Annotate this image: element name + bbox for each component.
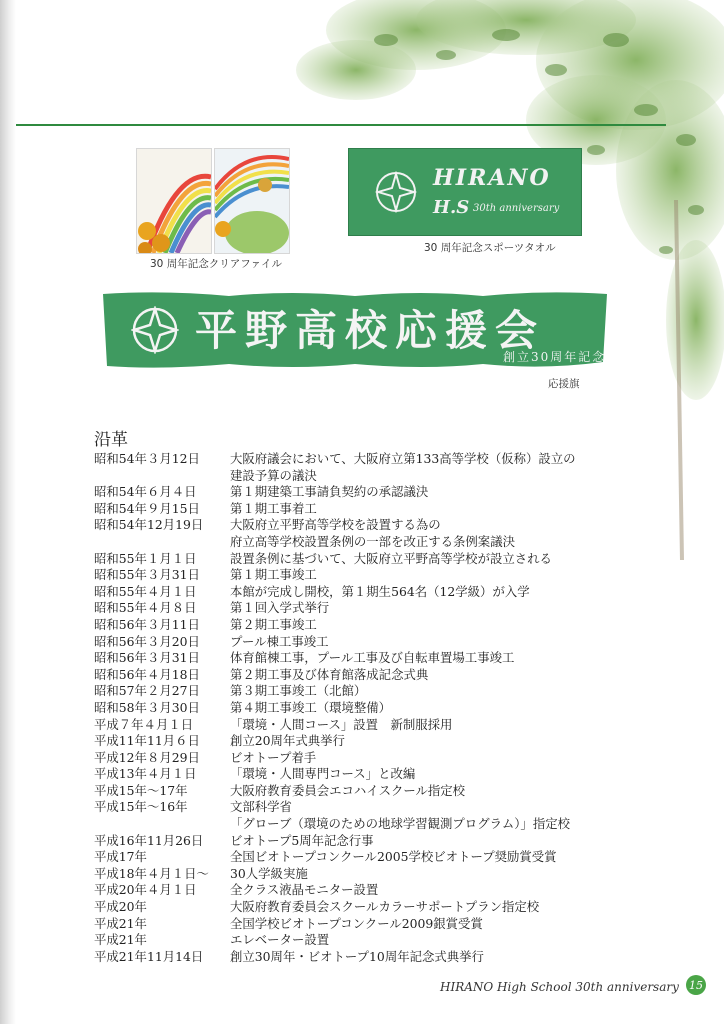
history-event: 第１期工事着工 [230, 500, 317, 516]
history-event: 本館が完成し開校，第１期生564名（12学級）が入学 [230, 583, 530, 599]
clear-file-panel-right [214, 148, 290, 254]
history-row [94, 534, 654, 551]
history-date: 昭和55年３月31日 [94, 567, 200, 583]
history-event: 第３期工事竣工（北館） [230, 683, 367, 699]
sports-towel-caption: 30 周年記念スポーツタオル [424, 242, 556, 254]
book-spine-shadow [0, 0, 16, 1024]
history-event: ビオトープ5周年記念行事 [230, 832, 374, 848]
history-date: 昭和55年１月１日 [94, 550, 197, 566]
towel-hs-text: H.S [433, 197, 470, 218]
history-date: 平成12年８月29日 [94, 749, 200, 765]
banner-emblem-icon [131, 306, 179, 354]
history-event: 府立高等学校設置条例の一部を改正する条例案議決 [230, 533, 515, 549]
history-row [94, 717, 654, 734]
clear-file-photo [136, 148, 288, 252]
history-event: エレベーター設置 [230, 932, 330, 948]
history-date: 昭和56年４月18日 [94, 666, 200, 682]
history-date: 平成11年11月６日 [94, 733, 200, 749]
history-date: 昭和54年12月19日 [94, 517, 204, 533]
history-date: 昭和54年６月４日 [94, 484, 197, 500]
history-event: 第２期工事竣工 [230, 616, 317, 632]
history-event: 第２期工事及び体育館落成記念式典 [230, 666, 429, 682]
history-list [94, 451, 654, 965]
history-row [94, 584, 654, 601]
history-date-blank [94, 816, 230, 833]
history-date: 昭和56年３月31日 [94, 650, 200, 666]
history-event: 「環境・人間専門コース」と改編 [230, 766, 416, 782]
clear-file-caption: 30 周年記念クリアファイル [150, 258, 282, 270]
history-event: 第１期工事竣工 [230, 567, 317, 583]
towel-anniversary-text: 30th anniversary [473, 203, 560, 214]
banner-title: 平野高校応援会 [195, 306, 546, 355]
history-row [94, 551, 654, 568]
history-row [94, 783, 654, 800]
history-date: 平成21年11月14日 [94, 948, 204, 964]
history-row [94, 799, 654, 816]
history-row [94, 849, 654, 866]
history-date: 昭和57年２月27日 [94, 683, 200, 699]
history-row [94, 468, 654, 485]
history-row [94, 882, 654, 899]
history-event: 全国学校ビオトープコンクール2009銀賞受賞 [230, 915, 483, 931]
history-date: 昭和54年３月12日 [94, 451, 200, 466]
banner-subtitle: 創立30周年記念 [503, 350, 607, 364]
history-row [94, 617, 654, 634]
cheering-flag-photo [103, 288, 607, 372]
history-date: 昭和58年３月30日 [94, 699, 200, 715]
history-date: 平成７年４月１日 [94, 716, 194, 732]
history-event: 大阪府教育委員会スクールカラーサポートプラン指定校 [230, 899, 540, 915]
history-row [94, 932, 654, 949]
history-row [94, 667, 654, 684]
history-event: 第１回入学式挙行 [230, 600, 330, 616]
history-date: 平成15年～16年 [94, 799, 188, 815]
history-date: 平成16年11月26日 [94, 832, 204, 848]
history-event: 全クラス液晶モニター設置 [230, 882, 379, 898]
history-date: 昭和55年４月８日 [94, 600, 197, 616]
history-row [94, 866, 654, 883]
history-event: 第４期工事竣工（環境整備） [230, 699, 392, 715]
history-row [94, 916, 654, 933]
history-row [94, 634, 654, 651]
history-date: 平成18年４月１日～ [94, 865, 209, 881]
history-row [94, 816, 654, 833]
history-row [94, 899, 654, 916]
history-event: 30人学級実施 [230, 865, 308, 881]
history-row [94, 750, 654, 767]
history-row [94, 949, 654, 966]
clear-file-panel-left [136, 148, 212, 254]
history-event: 大阪府教育委員会エコハイスクール指定校 [230, 782, 466, 798]
history-row [94, 517, 654, 534]
cheering-flag-caption: 応援旗 [548, 378, 580, 390]
history-row [94, 733, 654, 750]
history-event: プール棟工事竣工 [230, 633, 329, 649]
history-date: 平成13年４月１日 [94, 766, 197, 782]
history-event: 創立30周年・ビオトープ10周年記念式典挙行 [230, 948, 484, 964]
history-date-blank [94, 534, 230, 551]
footer-title: HIRANO High School 30th anniversary [440, 980, 679, 994]
history-event: 「環境・人間コース」設置 新制服採用 [230, 716, 453, 732]
history-row [94, 650, 654, 667]
history-date: 平成20年 [94, 899, 147, 915]
history-event: 建設予算の議決 [230, 467, 317, 483]
history-date: 平成15年～17年 [94, 782, 188, 798]
history-row [94, 451, 654, 468]
history-date-blank [94, 468, 230, 485]
history-date: 昭和56年３月20日 [94, 633, 200, 649]
history-row [94, 833, 654, 850]
history-heading: 沿革 [94, 430, 128, 450]
history-event: 全国ビオトープコンクール2005学校ビオトープ奨励賞受賞 [230, 849, 557, 865]
history-event: 創立20周年式典挙行 [230, 733, 345, 749]
page-number: 15 [686, 975, 706, 995]
history-date: 昭和56年３月11日 [94, 616, 200, 632]
history-date: 平成20年４月１日 [94, 882, 197, 898]
history-row [94, 766, 654, 783]
history-event: 「グローブ（環境のための地球学習観測プログラム）」指定校 [230, 816, 570, 832]
history-date: 平成21年 [94, 932, 147, 948]
history-row [94, 683, 654, 700]
history-event: 文部科学省 [230, 799, 292, 815]
history-event: 体育館棟工事，プール工事及び自転車置場工事竣工 [230, 650, 515, 666]
history-event: ビオトープ着手 [230, 749, 317, 765]
history-event: 大阪府立平野高等学校を設置する為の [230, 517, 441, 533]
history-row [94, 700, 654, 717]
towel-hirano-text: HIRANO [433, 165, 551, 191]
history-row [94, 567, 654, 584]
top-green-rule [16, 124, 666, 126]
history-date: 平成17年 [94, 849, 147, 865]
history-date: 平成21年 [94, 915, 147, 931]
sports-towel-photo [348, 148, 582, 236]
history-event: 第１期建築工事請負契約の承認議決 [230, 484, 429, 500]
history-event: 設置条例に基づいて、大阪府立平野高等学校が設立される [230, 550, 552, 566]
school-emblem-icon [375, 171, 417, 213]
history-row [94, 501, 654, 518]
history-event: 大阪府議会において、大阪府立第133高等学校（仮称）設立の [230, 451, 576, 466]
history-date: 昭和55年４月１日 [94, 583, 197, 599]
history-row [94, 600, 654, 617]
history-date: 昭和54年９月15日 [94, 500, 200, 516]
history-row [94, 484, 654, 501]
